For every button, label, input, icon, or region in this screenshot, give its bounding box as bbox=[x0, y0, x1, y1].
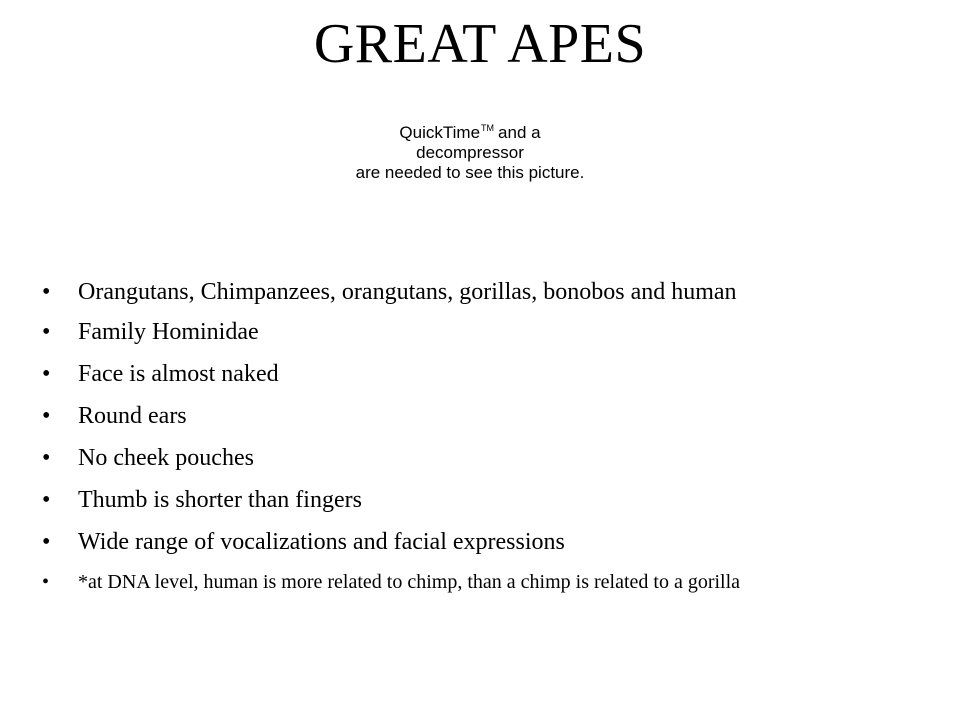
list-item: • Face is almost naked bbox=[42, 361, 279, 387]
placeholder-line-3: are needed to see this picture. bbox=[355, 163, 585, 182]
list-item: • *at DNA level, human is more related to chimp, than a chimp is related to a gorilla bbox=[42, 571, 741, 593]
bullet-icon: • bbox=[42, 319, 51, 345]
list-item: • Round ears bbox=[42, 403, 187, 429]
bullet-icon: • bbox=[42, 445, 51, 471]
bullet-icon: • bbox=[42, 279, 51, 305]
list-item: • Family Hominidae bbox=[42, 319, 259, 345]
bullet-icon: • bbox=[42, 361, 51, 387]
bullet-icon: • bbox=[42, 529, 51, 555]
quicktime-image-placeholder bbox=[320, 118, 620, 183]
list-item: • Orangutans, Chimpanzees, orangutans, gorillas, bonobos and human bbox=[42, 279, 737, 305]
list-item: • No cheek pouches bbox=[42, 445, 254, 471]
list-item: • Thumb is shorter than fingers bbox=[42, 487, 362, 513]
placeholder-line-1: QuickTime™ and a bbox=[399, 123, 541, 142]
bullet-list bbox=[42, 278, 922, 608]
bullet-icon: • bbox=[42, 571, 50, 593]
bullet-icon: • bbox=[42, 403, 51, 429]
placeholder-line-2: decompressor bbox=[416, 143, 524, 162]
bullet-icon: • bbox=[42, 487, 51, 513]
list-item: • Wide range of vocalizations and facial expressions bbox=[42, 529, 565, 555]
slide-title: GREAT APES bbox=[313, 13, 647, 75]
